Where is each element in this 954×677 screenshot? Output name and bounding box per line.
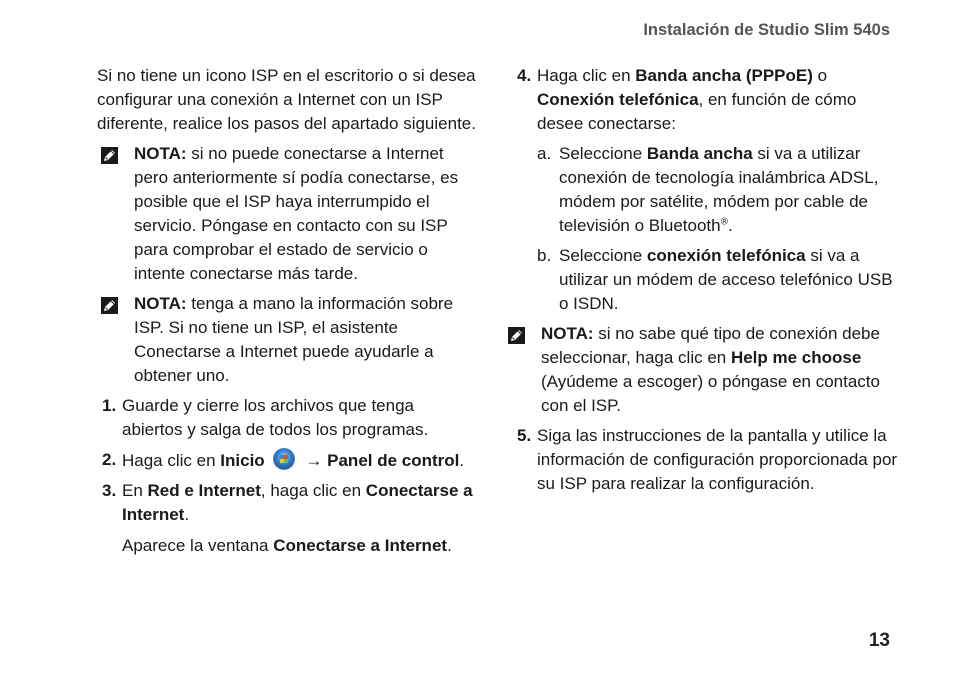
step-3-result-bold: Conectarse a Internet bbox=[273, 536, 448, 555]
step-3-post: . bbox=[184, 505, 190, 524]
note-3-label: NOTA: bbox=[541, 324, 594, 343]
step-2-panel: Panel de control bbox=[327, 451, 460, 470]
step-4-banda: Banda ancha (PPPoE) bbox=[635, 66, 813, 85]
step-4-conexion: Conexión telefónica bbox=[537, 90, 699, 109]
step-4a-end: . bbox=[727, 216, 733, 235]
page-header: Instalación de Studio Slim 540s bbox=[643, 21, 890, 39]
right-column bbox=[512, 64, 902, 502]
step-5-number: 5. bbox=[517, 426, 532, 445]
step-2-number: 2. bbox=[102, 450, 117, 469]
step-2-pre: Haga clic en bbox=[122, 451, 221, 470]
pencil-note-icon bbox=[508, 327, 525, 344]
note-2 bbox=[97, 292, 479, 388]
note-2-text: tenga a mano la información sobre ISP. Si no tiene un ISP, el asistente Conectarse a Internet puede ayudarle a obtener uno. bbox=[134, 294, 454, 385]
step-1 bbox=[97, 394, 479, 442]
step-5 bbox=[512, 424, 902, 496]
step-4b-text: si va a utilizar un módem de acceso telefónico USB o ISDN. bbox=[559, 246, 893, 313]
step-1-number: 1. bbox=[102, 396, 117, 415]
step-4-pre: Haga clic en bbox=[537, 66, 636, 85]
step-2-arrow: → bbox=[300, 451, 328, 470]
step-4a-letter: a. bbox=[537, 144, 552, 163]
step-3-red: Red e Internet bbox=[147, 481, 261, 500]
step-2 bbox=[97, 448, 479, 473]
note-3-post: (Ayúdeme a escoger) o póngase en contacto con el ISP. bbox=[541, 372, 880, 415]
step-4a-pre: Seleccione bbox=[559, 144, 647, 163]
note-1-label: NOTA: bbox=[134, 144, 187, 163]
note-1 bbox=[97, 142, 479, 286]
step-4a-bold: Banda ancha bbox=[646, 144, 753, 163]
step-4-post: , en función de cómo desee conectarse: bbox=[537, 90, 857, 133]
note-3-help: Help me choose bbox=[730, 348, 862, 367]
intro-paragraph: Si no tiene un icono ISP en el escritorio o si desea configurar una conexión a Internet con un ISP diferente, realice los pasos del apartado siguiente. bbox=[97, 66, 476, 133]
step-4b-pre: Seleccione bbox=[559, 246, 647, 265]
pencil-note-icon bbox=[101, 147, 118, 164]
step-3-number: 3. bbox=[102, 481, 117, 500]
note-1-text: si no puede conectarse a Internet pero anteriormente sí podía conectarse, es posible que el ISP haya interrumpido el servicio. Póngase en contacto con su ISP para comprobar el estado de servicio o intente conectarse más tarde. bbox=[134, 144, 459, 283]
step-4 bbox=[512, 64, 902, 316]
step-4a-text: si va a utilizar conexión de tecnología inalámbrica ADSL, módem por satélite, módem por cable de televisión o Bluetooth bbox=[559, 144, 879, 235]
step-4-number: 4. bbox=[517, 66, 532, 85]
registered-mark: ® bbox=[720, 216, 728, 228]
step-4b-letter: b. bbox=[537, 246, 552, 265]
step-4b-bold: conexión telefónica bbox=[646, 246, 806, 265]
step-3-result-pre: Aparece la ventana bbox=[122, 536, 274, 555]
note-3 bbox=[504, 322, 902, 418]
step-3 bbox=[97, 479, 479, 558]
step-4-o: o bbox=[812, 66, 828, 85]
windows-start-orb-icon bbox=[273, 448, 295, 470]
step-3-conectarse: Conectarse a Internet bbox=[122, 481, 473, 524]
step-4b bbox=[537, 244, 902, 316]
note-3-pre: si no sabe qué tipo de conexión debe seleccionar, haga clic en bbox=[541, 324, 880, 367]
step-2-inicio: Inicio bbox=[220, 451, 265, 470]
step-5-text: Siga las instrucciones de la pantalla y utilice la información de configuración proporcionada por su ISP para realizar la configuración. bbox=[537, 426, 898, 493]
left-column bbox=[97, 64, 479, 564]
note-2-label: NOTA: bbox=[134, 294, 187, 313]
page-number: 13 bbox=[868, 630, 890, 651]
step-3-mid: , haga clic en bbox=[260, 481, 366, 500]
step-3-result-post: . bbox=[447, 536, 452, 555]
step-3-result bbox=[122, 534, 479, 558]
step-1-text: Guarde y cierre los archivos que tenga abiertos y salga de todos los programas. bbox=[122, 396, 429, 439]
step-4a bbox=[537, 142, 902, 238]
step-2-post: . bbox=[459, 451, 465, 470]
step-3-pre: En bbox=[122, 481, 148, 500]
pencil-note-icon bbox=[101, 297, 118, 314]
